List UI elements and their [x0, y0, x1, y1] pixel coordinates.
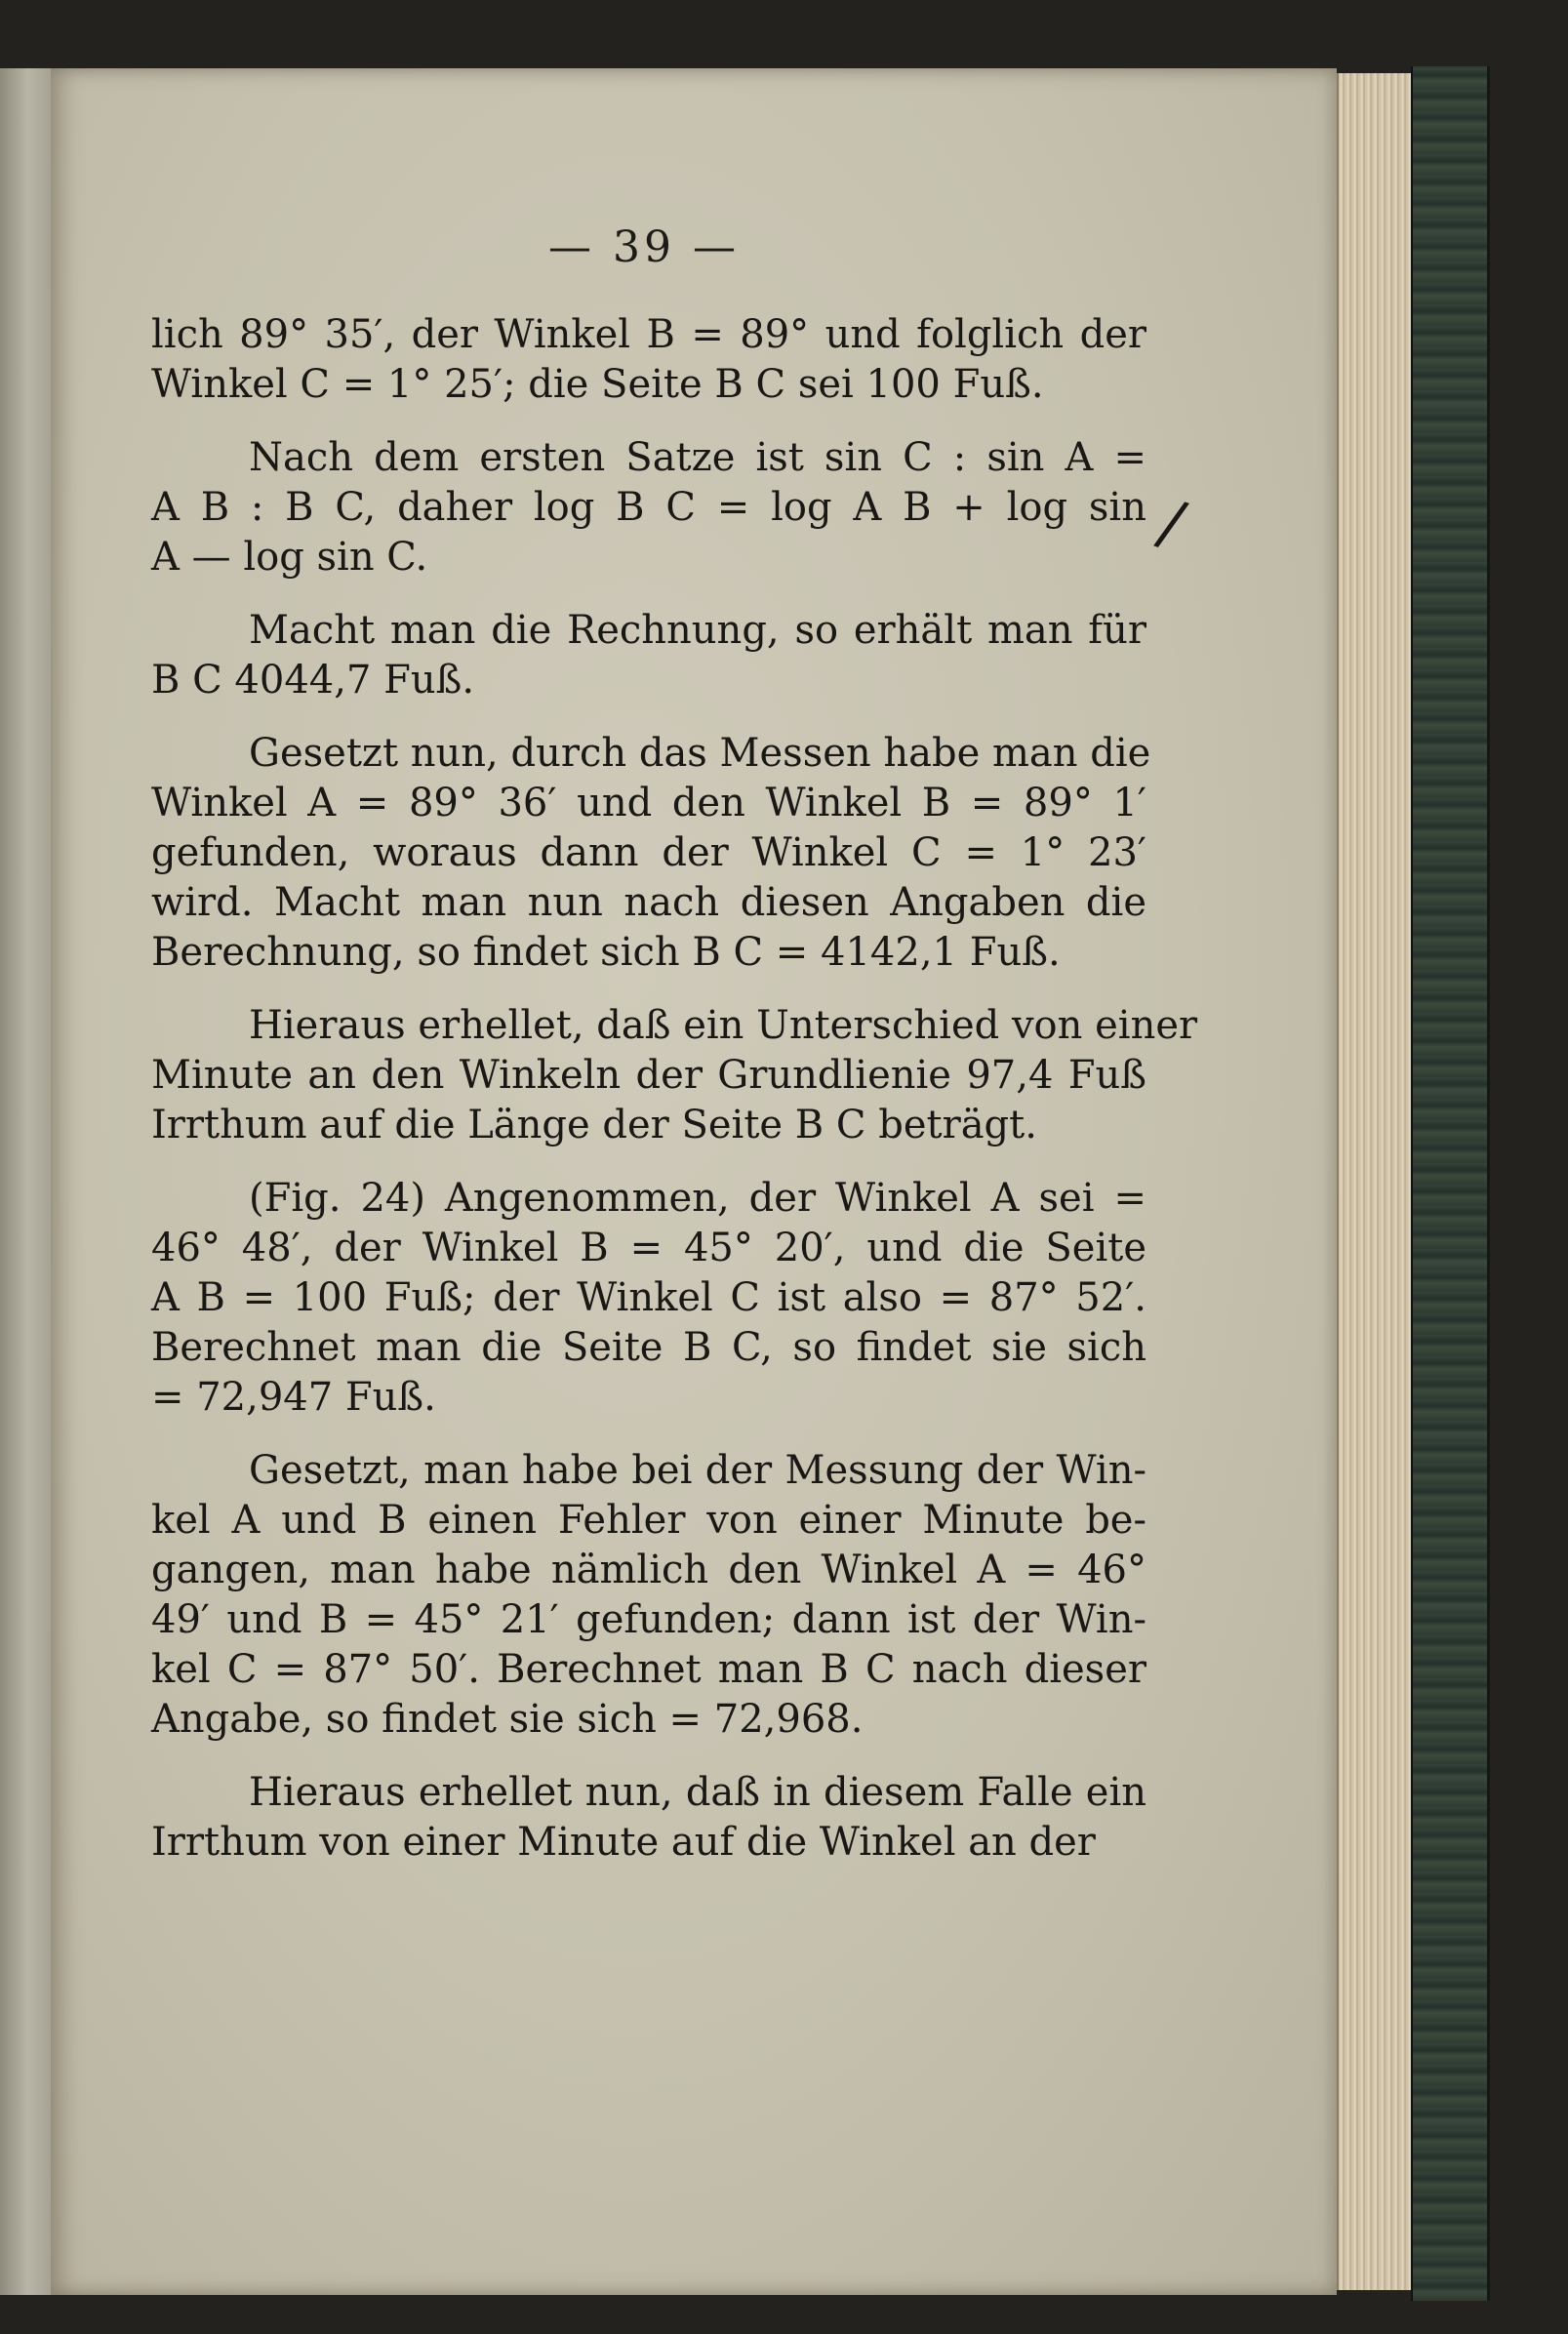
- text-line: gefunden, woraus dann der Winkel C = 1° 23′: [151, 830, 1146, 875]
- text-line: A — log sin C.: [151, 535, 428, 580]
- text-line: Winkel A = 89° 36′ und den Winkel B = 89° 1′: [151, 781, 1146, 825]
- text-line: (Fig. 24) Angenommen, der Winkel A sei =: [249, 1176, 1146, 1221]
- text-line: Berechnung, so findet sich B C = 4142,1 Fuß.: [151, 930, 1061, 975]
- text-line: A B = 100 Fuß; der Winkel C ist also = 87° 52′.: [151, 1275, 1146, 1320]
- text-line: Hieraus erhellet, daß ein Unterschied von einer: [249, 1003, 1198, 1048]
- paragraph: [151, 1174, 1146, 1423]
- left-page-edge: [0, 68, 53, 2295]
- text-line: kel C = 87° 50′. Berechnet man B C nach dieser: [151, 1647, 1146, 1692]
- page-body: [151, 310, 1198, 1891]
- text-line: gangen, man habe nämlich den Winkel A = 46°: [151, 1548, 1146, 1592]
- text-line: Berechnet man die Seite B C, so findet sie sich: [151, 1325, 1146, 1370]
- text-line: B C 4044,7 Fuß.: [151, 658, 475, 703]
- paragraph: [151, 433, 1146, 583]
- text-line: Macht man die Rechnung, so erhält man für: [249, 608, 1146, 653]
- text-line: Hieraus erhellet nun, daß in diesem Falle ein: [249, 1770, 1146, 1815]
- page-number: — 39 —: [548, 222, 740, 272]
- book-cover: [1411, 66, 1490, 2301]
- text-line: Nach dem ersten Satze ist sin C : sin A =: [249, 435, 1146, 480]
- margin-mark: /: [1150, 486, 1193, 562]
- text-line: Winkel C = 1° 25′; die Seite B C sei 100 Fuß.: [151, 362, 1044, 407]
- text-line: wird. Macht man nun nach diesen Angaben die: [151, 880, 1146, 925]
- text-line: Gesetzt, man habe bei der Messung der Win-: [249, 1448, 1146, 1493]
- text-line: Minute an den Winkeln der Grundlienie 97,4 Fuß: [151, 1053, 1146, 1098]
- text-line: 49′ und B = 45° 21′ gefunden; dann ist der Win-: [151, 1597, 1146, 1642]
- paragraph: [151, 606, 1146, 705]
- text-line: Gesetzt nun, durch das Messen habe man die: [249, 731, 1151, 776]
- text-line: lich 89° 35′, der Winkel B = 89° und folglich der: [151, 312, 1146, 357]
- text-line: kel A und B einen Fehler von einer Minute be-: [151, 1498, 1146, 1543]
- paragraph: [151, 729, 1151, 978]
- text-line: Angabe, so findet sie sich = 72,968.: [151, 1697, 864, 1742]
- paragraph: [151, 1446, 1146, 1745]
- page-block-edges: [1337, 73, 1413, 2290]
- paragraph: [151, 1768, 1146, 1868]
- paragraph: [151, 310, 1146, 410]
- text-line: = 72,947 Fuß.: [151, 1375, 436, 1420]
- text-line: Irrthum von einer Minute auf die Winkel an der: [151, 1820, 1096, 1865]
- text-line: 46° 48′, der Winkel B = 45° 20′, und die Seite: [151, 1226, 1146, 1270]
- text-line: A B : B C, daher log B C = log A B + log sin: [151, 485, 1146, 530]
- paragraph: [151, 1001, 1198, 1150]
- text-line: Irrthum auf die Länge der Seite B C beträgt.: [151, 1103, 1037, 1147]
